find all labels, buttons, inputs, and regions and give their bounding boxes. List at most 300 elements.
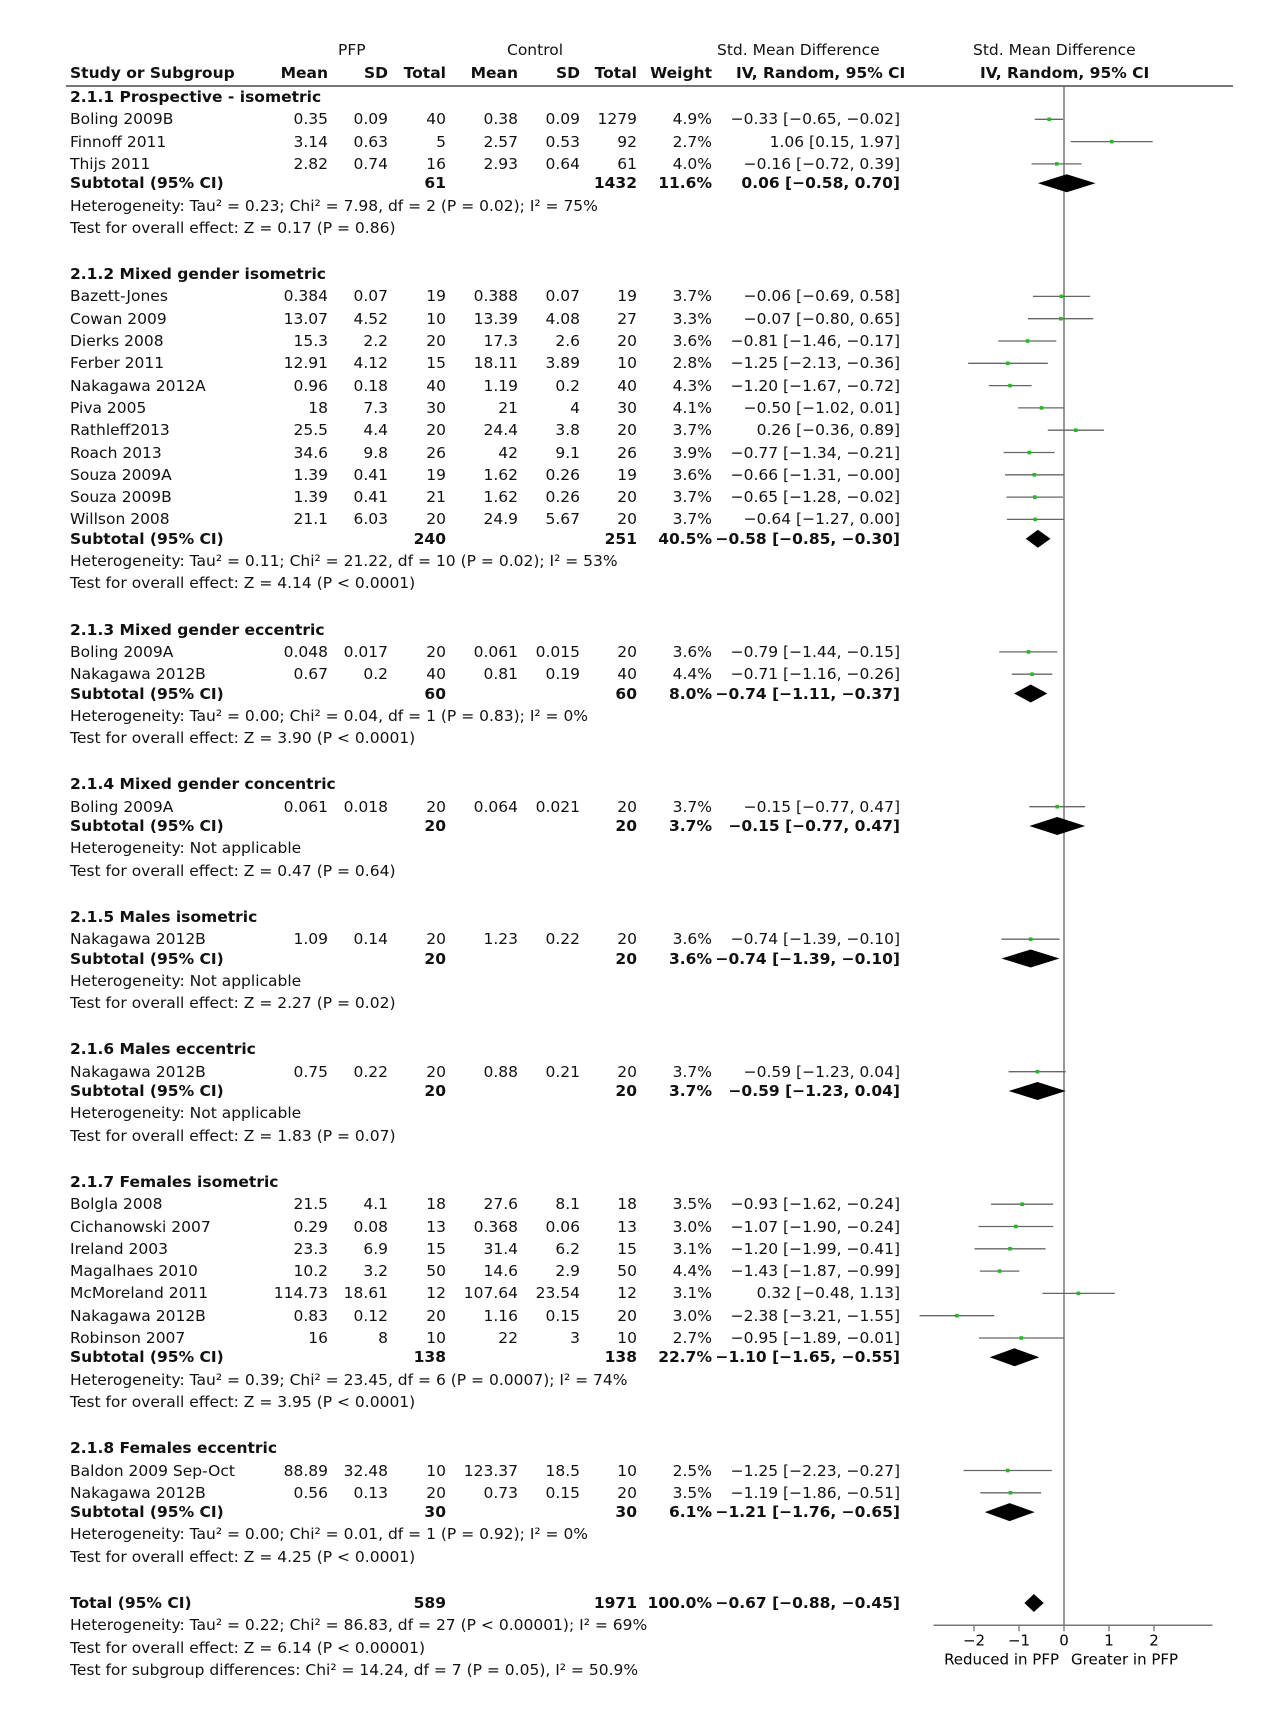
cell-total-pfp: 40 (426, 665, 446, 684)
cell-sd-pfp: 0.12 (353, 1306, 388, 1325)
study-name: Roach 2013 (70, 443, 162, 462)
study-point (1033, 495, 1037, 499)
heterogeneity-text: Heterogeneity: Not applicable (70, 839, 302, 858)
cell-mean-control: 17.3 (483, 332, 518, 350)
cell-mean-control: 1.23 (483, 930, 518, 949)
overall-effect-text: Test for overall effect: Z = 2.27 (P = 0.02) (70, 994, 396, 1013)
cell-mean-control: 1.16 (483, 1306, 518, 1325)
cell-sd-control: 23.54 (535, 1284, 580, 1303)
cell-mean-pfp: 21.5 (293, 1195, 328, 1214)
cell-sd-control: 0.09 (545, 110, 580, 129)
subtotal-label: Subtotal (95% CI) (70, 174, 224, 193)
overall-effect-text: Test for overall effect: Z = 3.90 (P < 0.0001) (70, 729, 416, 748)
cell-effect-ci: −1.43 [−1.87, −0.99] (730, 1262, 900, 1281)
subgroup-title: 2.1.8 Females eccentric (70, 1439, 278, 1458)
cell-effect-ci: −1.21 [−1.76, −0.65] (715, 1503, 900, 1522)
x-tick-label: 2 (1149, 1631, 1159, 1650)
cell-total-pfp: 18 (426, 1195, 446, 1214)
cell-total-pfp: 20 (426, 797, 446, 816)
cell-weight: 3.7% (672, 510, 712, 529)
study-point (1028, 451, 1032, 455)
cell-sd-pfp: 4.12 (353, 354, 388, 373)
cell-sd-pfp: 7.3 (363, 398, 388, 417)
study-point (1077, 1292, 1081, 1296)
cell-weight: 3.7% (669, 817, 712, 835)
cell-sd-pfp: 0.13 (353, 1483, 388, 1502)
study-point (1030, 672, 1034, 676)
cell-total-control: 18 (617, 1195, 637, 1214)
cell-mean-pfp: 0.96 (293, 376, 328, 395)
overall-effect-text: Test for overall effect: Z = 0.47 (P = 0.64) (70, 861, 396, 880)
cell-effect-ci: −0.71 [−1.16, −0.26] (730, 665, 900, 684)
col-weight: Weight (650, 64, 712, 82)
cell-total-control: 50 (617, 1262, 637, 1281)
study-name: Boling 2009A (70, 797, 174, 816)
overall-effect-text: Test for overall effect: Z = 4.14 (P < 0.0001) (70, 574, 416, 593)
cell-mean-control: 123.37 (463, 1461, 518, 1480)
cell-total-control: 20 (617, 332, 637, 350)
study-point (1060, 295, 1064, 299)
effect-heading-plot: Std. Mean Difference (973, 41, 1136, 59)
cell-weight: 2.7% (672, 132, 712, 151)
cell-sd-pfp: 2.2 (363, 332, 388, 350)
study-point (1036, 1070, 1040, 1074)
cell-weight: 4.1% (672, 398, 712, 417)
cell-weight: 2.8% (672, 354, 712, 373)
subgroup-title: 2.1.3 Mixed gender eccentric (70, 620, 325, 639)
plot-marks (920, 118, 1153, 1613)
cell-total-pfp: 16 (426, 154, 446, 173)
cell-sd-control: 0.26 (545, 488, 580, 507)
cell-sd-control: 0.26 (545, 465, 580, 484)
study-point (1008, 384, 1012, 388)
cell-total-control: 20 (617, 642, 637, 661)
study-name: Robinson 2007 (70, 1329, 186, 1347)
study-point (1020, 1202, 1024, 1206)
cell-mean-control: 1.19 (483, 376, 518, 395)
cell-effect-ci: −1.25 [−2.13, −0.36] (730, 354, 900, 373)
cell-effect-ci: −0.74 [−1.11, −0.37] (715, 684, 900, 703)
cell-effect-ci: −0.07 [−0.80, 0.65] (743, 309, 900, 328)
subtotal-diamond (985, 1503, 1035, 1521)
cell-total-control: 61 (617, 154, 637, 173)
cell-total-pfp: 10 (426, 1329, 446, 1347)
study-point (1055, 162, 1059, 166)
cell-sd-control: 0.53 (545, 132, 580, 151)
study-point (1014, 1225, 1018, 1229)
cell-total-control: 20 (615, 949, 637, 968)
study-point (1027, 650, 1031, 654)
heterogeneity-text: Heterogeneity: Not applicable (70, 971, 302, 990)
cell-total-control: 251 (604, 529, 637, 548)
cell-effect-ci: −0.74 [−1.39, −0.10] (715, 949, 900, 968)
cell-total-pfp: 20 (426, 510, 446, 529)
cell-weight: 3.9% (672, 443, 712, 462)
cell-effect-ci: 1.06 [0.15, 1.97] (769, 132, 900, 151)
cell-mean-control: 13.39 (473, 309, 518, 328)
cell-effect-ci: 0.32 [−0.48, 1.13] (756, 1284, 900, 1303)
cell-sd-pfp: 0.08 (353, 1217, 388, 1236)
cell-total-pfp: 15 (426, 354, 446, 373)
study-name: Nakagawa 2012B (70, 1306, 206, 1325)
cell-sd-pfp: 4.4 (363, 421, 388, 440)
cell-mean-pfp: 3.14 (293, 132, 328, 151)
study-point (955, 1314, 959, 1318)
cell-mean-control: 22 (498, 1329, 518, 1347)
subtotal-diamond (1026, 530, 1051, 548)
heterogeneity-text: Heterogeneity: Tau² = 0.23; Chi² = 7.98, df = 2 (P = 0.02); I² = 75% (70, 196, 598, 215)
cell-mean-pfp: 0.83 (293, 1306, 328, 1325)
cell-mean-control: 0.81 (483, 665, 518, 684)
cell-total-control: 20 (615, 817, 637, 835)
study-point (1008, 1247, 1012, 1251)
cell-total-pfp: 20 (426, 930, 446, 949)
cell-total-pfp: 61 (424, 174, 446, 193)
cell-mean-control: 0.388 (473, 287, 518, 306)
cell-total-pfp: 13 (426, 1217, 446, 1236)
cell-total-control: 19 (617, 465, 637, 484)
cell-mean-pfp: 0.29 (293, 1217, 328, 1236)
study-name: Baldon 2009 Sep-Oct (70, 1461, 235, 1480)
cell-weight: 3.6% (672, 642, 712, 661)
cell-sd-pfp: 0.14 (353, 930, 388, 949)
cell-total-control: 10 (617, 1329, 637, 1347)
cell-effect-ci: −0.95 [−1.89, −0.01] (730, 1329, 900, 1347)
total-label: Total (95% CI) (70, 1594, 192, 1612)
col-mean-control: Mean (470, 64, 518, 82)
study-name: Piva 2005 (70, 398, 147, 417)
group2-header: Control (507, 41, 564, 59)
study-name: Dierks 2008 (70, 332, 164, 350)
cell-sd-pfp: 0.63 (353, 132, 388, 151)
cell-weight: 3.7% (672, 1062, 712, 1081)
total-diamond (1024, 1594, 1043, 1612)
cell-total-pfp: 20 (426, 1306, 446, 1325)
study-name: Ireland 2003 (70, 1239, 168, 1258)
cell-mean-control: 24.4 (483, 421, 518, 440)
cell-sd-pfp: 8 (378, 1329, 388, 1347)
cell-sd-pfp: 0.09 (353, 110, 388, 129)
cell-effect-ci: −0.33 [−0.65, −0.02] (730, 110, 900, 129)
heterogeneity-text: Heterogeneity: Not applicable (70, 1104, 302, 1123)
cell-mean-pfp: 21.1 (293, 510, 328, 529)
total-heterogeneity: Heterogeneity: Tau² = 0.22; Chi² = 86.83, df = 27 (P < 0.00001); I² = 69% (70, 1616, 648, 1635)
cell-mean-pfp: 0.35 (293, 110, 328, 129)
cell-effect-ci: −0.16 [−0.72, 0.39] (743, 154, 900, 173)
x-label-right: Greater in PFP (1071, 1650, 1179, 1669)
cell-effect-ci: −1.19 [−1.86, −0.51] (730, 1483, 900, 1502)
cell-mean-pfp: 1.39 (293, 488, 328, 507)
study-point (1110, 140, 1114, 144)
study-name: Nakagawa 2012B (70, 930, 206, 949)
cell-sd-control: 0.06 (545, 1217, 580, 1236)
subtotal-label: Subtotal (95% CI) (70, 817, 224, 835)
cell-mean-pfp: 12.91 (283, 354, 328, 373)
cell-effect-ci: −0.65 [−1.28, −0.02] (730, 488, 900, 507)
cell-sd-pfp: 32.48 (343, 1461, 388, 1480)
cell-total-pfp: 40 (426, 376, 446, 395)
cell-mean-pfp: 16 (308, 1329, 328, 1347)
cell-sd-pfp: 0.017 (343, 642, 388, 661)
cell-total-control: 30 (617, 398, 637, 417)
study-point (1040, 406, 1044, 410)
cell-total-control: 20 (617, 1062, 637, 1081)
cell-sd-control: 2.9 (555, 1262, 580, 1281)
cell-effect-ci: −0.67 [−0.88, −0.45] (715, 1594, 900, 1612)
cell-sd-control: 5.67 (545, 510, 580, 529)
cell-sd-pfp: 6.9 (363, 1239, 388, 1258)
cell-mean-control: 107.64 (463, 1284, 518, 1303)
cell-total-pfp: 30 (426, 398, 446, 417)
cell-weight: 3.0% (672, 1217, 712, 1236)
cell-weight: 3.7% (672, 287, 712, 306)
group1-header: PFP (338, 41, 366, 59)
study-point (1019, 1336, 1023, 1340)
cell-total-control: 20 (617, 1483, 637, 1502)
study-point (1029, 937, 1033, 941)
study-point (998, 1269, 1002, 1273)
cell-total-control: 27 (617, 309, 637, 328)
cell-mean-pfp: 13.07 (283, 309, 328, 328)
study-name: Bazett-Jones (70, 287, 168, 306)
subtotal-label: Subtotal (95% CI) (70, 1348, 224, 1367)
cell-sd-pfp: 4.52 (353, 309, 388, 328)
cell-total-control: 138 (604, 1348, 637, 1367)
cell-sd-pfp: 0.18 (353, 376, 388, 395)
cell-weight: 3.7% (672, 421, 712, 440)
study-name: Cichanowski 2007 (70, 1217, 211, 1236)
cell-weight: 3.6% (672, 465, 712, 484)
cell-weight: 4.3% (672, 376, 712, 395)
cell-total-pfp: 40 (426, 110, 446, 129)
cell-total-control: 20 (617, 421, 637, 440)
cell-mean-pfp: 88.89 (283, 1461, 328, 1480)
cell-mean-control: 42 (498, 443, 518, 462)
study-name: Thijs 2011 (70, 154, 151, 173)
subtotal-diamond (1038, 174, 1096, 192)
cell-total-pfp: 20 (424, 1082, 446, 1100)
cell-total-control: 20 (617, 797, 637, 816)
subtotal-diamond (1009, 1082, 1066, 1100)
cell-weight: 11.6% (658, 174, 712, 193)
col-mean-pfp: Mean (280, 64, 328, 82)
overall-effect-text: Test for overall effect: Z = 1.83 (P = 0.07) (70, 1126, 396, 1145)
cell-weight: 3.7% (669, 1082, 712, 1100)
subtotal-diamond (990, 1348, 1040, 1366)
cell-mean-control: 14.6 (483, 1262, 518, 1281)
subtotal-diamond (1014, 685, 1047, 703)
cell-total-pfp: 10 (426, 309, 446, 328)
cell-weight: 2.5% (672, 1461, 712, 1480)
col-method-plot: IV, Random, 95% CI (980, 64, 1150, 82)
cell-total-control: 10 (617, 1461, 637, 1480)
cell-total-pfp: 20 (426, 421, 446, 440)
cell-weight: 3.1% (672, 1239, 712, 1258)
study-point (1026, 339, 1030, 343)
study-name: Ferber 2011 (70, 354, 165, 373)
cell-effect-ci: −1.20 [−1.99, −0.41] (730, 1239, 900, 1258)
subgroup-title: 2.1.2 Mixed gender isometric (70, 265, 326, 284)
study-name: Boling 2009B (70, 110, 174, 129)
cell-mean-control: 1.62 (483, 488, 518, 507)
study-name: Finnoff 2011 (70, 132, 167, 151)
cell-mean-control: 24.9 (483, 510, 518, 529)
cell-mean-control: 0.73 (483, 1483, 518, 1502)
cell-total-control: 1971 (593, 1594, 637, 1612)
x-label-left: Reduced in PFP (944, 1650, 1059, 1669)
cell-mean-control: 21 (498, 398, 518, 417)
overall-effect-text: Test for overall effect: Z = 0.17 (P = 0.86) (70, 218, 396, 237)
cell-effect-ci: −1.07 [−1.90, −0.24] (730, 1217, 900, 1236)
study-name: Cowan 2009 (70, 309, 167, 328)
cell-sd-control: 4.08 (545, 309, 580, 328)
heterogeneity-text: Heterogeneity: Tau² = 0.00; Chi² = 0.04, df = 1 (P = 0.83); I² = 0% (70, 706, 589, 725)
study-point (1055, 805, 1059, 809)
subtotal-label: Subtotal (95% CI) (70, 529, 224, 548)
cell-effect-ci: −0.81 [−1.46, −0.17] (730, 332, 900, 350)
cell-mean-pfp: 2.82 (293, 154, 328, 173)
subgroup-title: 2.1.6 Males eccentric (70, 1040, 256, 1059)
cell-total-pfp: 20 (424, 949, 446, 968)
subtotal-label: Subtotal (95% CI) (70, 949, 224, 968)
overall-effect-text: Test for overall effect: Z = 4.25 (P < 0.0001) (70, 1547, 416, 1566)
cell-total-pfp: 589 (413, 1594, 446, 1612)
cell-sd-control: 0.22 (545, 930, 580, 949)
cell-total-pfp: 30 (424, 1503, 446, 1522)
cell-total-control: 20 (617, 930, 637, 949)
cell-effect-ci: −0.50 [−1.02, 0.01] (743, 398, 900, 417)
cell-total-pfp: 20 (426, 332, 446, 350)
cell-weight: 3.6% (672, 332, 712, 350)
cell-effect-ci: −0.64 [−1.27, 0.00] (743, 510, 900, 529)
cell-sd-control: 4 (570, 398, 580, 417)
cell-sd-control: 0.64 (545, 154, 580, 173)
cell-effect-ci: −1.20 [−1.67, −0.72] (730, 376, 900, 395)
cell-total-control: 60 (615, 684, 637, 703)
cell-total-control: 13 (617, 1217, 637, 1236)
cell-total-pfp: 20 (426, 1483, 446, 1502)
study-name: Nakagawa 2012B (70, 1062, 206, 1081)
subtotal-diamond (1001, 950, 1059, 968)
cell-weight: 40.5% (658, 529, 712, 548)
cell-total-pfp: 20 (426, 642, 446, 661)
study-point (1033, 518, 1037, 522)
cell-total-pfp: 19 (426, 287, 446, 306)
cell-mean-pfp: 0.67 (293, 665, 328, 684)
study-name: Souza 2009A (70, 465, 172, 484)
cell-mean-pfp: 0.56 (293, 1483, 328, 1502)
subtotal-diamond (1029, 817, 1085, 835)
cell-effect-ci: −0.15 [−0.77, 0.47] (728, 817, 900, 835)
cell-effect-ci: −1.25 [−2.23, −0.27] (730, 1461, 900, 1480)
subtotal-label: Subtotal (95% CI) (70, 1503, 224, 1522)
cell-total-pfp: 15 (426, 1239, 446, 1258)
cell-total-pfp: 50 (426, 1262, 446, 1281)
cell-total-pfp: 60 (424, 684, 446, 703)
study-name: Bolgla 2008 (70, 1195, 163, 1214)
cell-mean-control: 0.368 (473, 1217, 518, 1236)
cell-mean-pfp: 18 (308, 398, 328, 417)
x-tick-label: −2 (962, 1631, 986, 1650)
cell-mean-control: 2.93 (483, 154, 518, 173)
subgroup-title: 2.1.7 Females isometric (70, 1172, 279, 1191)
study-point (1006, 1469, 1010, 1473)
study-name: Nakagawa 2012B (70, 1483, 206, 1502)
col-total-control: Total (594, 64, 637, 82)
cell-weight: 100.0% (647, 1594, 712, 1612)
cell-sd-control: 0.2 (555, 376, 580, 395)
cell-mean-pfp: 10.2 (293, 1262, 328, 1281)
cell-mean-pfp: 25.5 (293, 421, 328, 440)
subgroup-title: 2.1.1 Prospective - isometric (70, 88, 322, 106)
cell-weight: 3.5% (672, 1483, 712, 1502)
cell-sd-control: 9.1 (555, 443, 580, 462)
study-name: Nakagawa 2012A (70, 376, 206, 395)
cell-sd-pfp: 0.2 (363, 665, 388, 684)
study-point (1009, 1491, 1013, 1495)
cell-sd-pfp: 18.61 (343, 1284, 388, 1303)
cell-total-pfp: 12 (426, 1284, 446, 1303)
col-method-table: IV, Random, 95% CI (736, 64, 906, 82)
col-total-pfp: Total (403, 64, 446, 82)
cell-sd-pfp: 0.41 (353, 488, 388, 507)
col-sd-pfp: SD (363, 64, 388, 82)
cell-total-pfp: 5 (436, 132, 446, 151)
cell-sd-control: 0.21 (545, 1062, 580, 1081)
study-name: Nakagawa 2012B (70, 665, 206, 684)
cell-weight: 4.9% (672, 110, 712, 129)
heterogeneity-text: Heterogeneity: Tau² = 0.00; Chi² = 0.01, df = 1 (P = 0.92); I² = 0% (70, 1525, 589, 1544)
cell-total-control: 15 (617, 1239, 637, 1258)
cell-mean-pfp: 114.73 (273, 1284, 328, 1303)
x-axis-ticks (963, 1625, 1159, 1649)
cell-sd-control: 3.8 (555, 421, 580, 440)
study-point (1059, 317, 1063, 321)
cell-total-control: 92 (617, 132, 637, 151)
cell-sd-control: 2.6 (555, 332, 580, 350)
cell-total-pfp: 26 (426, 443, 446, 462)
cell-sd-pfp: 4.1 (363, 1195, 388, 1214)
study-point (1047, 118, 1051, 122)
cell-mean-control: 0.064 (473, 797, 518, 816)
cell-sd-control: 3 (570, 1329, 580, 1347)
cell-sd-control: 6.2 (555, 1239, 580, 1258)
cell-sd-pfp: 0.41 (353, 465, 388, 484)
cell-sd-pfp: 0.22 (353, 1062, 388, 1081)
x-tick-label: 0 (1059, 1631, 1069, 1650)
cell-mean-pfp: 0.384 (283, 287, 328, 306)
study-point (1033, 473, 1037, 477)
cell-total-control: 12 (617, 1284, 637, 1303)
cell-total-control: 20 (615, 1082, 637, 1100)
cell-total-pfp: 20 (426, 1062, 446, 1081)
cell-total-control: 1432 (593, 174, 637, 193)
cell-effect-ci: 0.06 [−0.58, 0.70] (741, 174, 900, 193)
cell-total-pfp: 20 (424, 817, 446, 835)
cell-mean-pfp: 34.6 (293, 443, 328, 462)
cell-mean-control: 31.4 (483, 1239, 518, 1258)
cell-sd-control: 0.15 (545, 1306, 580, 1325)
cell-effect-ci: −0.93 [−1.62, −0.24] (730, 1195, 900, 1214)
cell-sd-control: 3.89 (545, 354, 580, 373)
cell-mean-control: 0.38 (483, 110, 518, 129)
cell-mean-control: 27.6 (483, 1195, 518, 1214)
total-overall-effect: Test for overall effect: Z = 6.14 (P < 0.00001) (70, 1638, 426, 1657)
cell-effect-ci: 0.26 [−0.36, 0.89] (756, 421, 900, 440)
cell-total-pfp: 10 (426, 1461, 446, 1480)
cell-mean-pfp: 0.048 (283, 642, 328, 661)
cell-weight: 3.5% (672, 1195, 712, 1214)
